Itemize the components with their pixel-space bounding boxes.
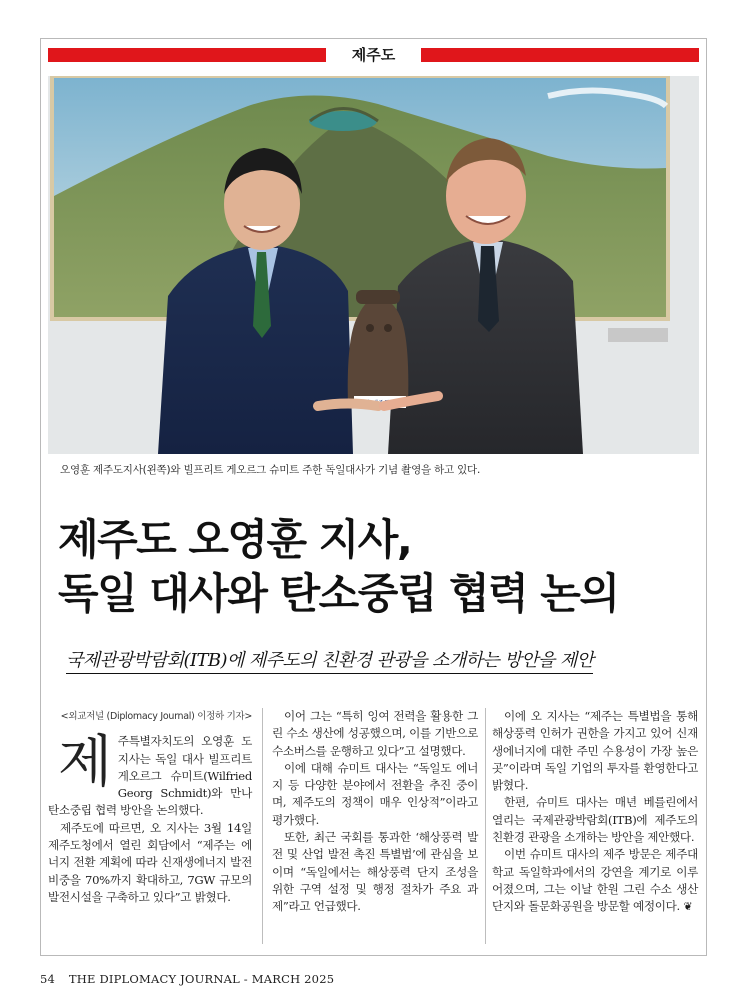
paragraph: 이에 대해 슈미트 대사는 “독일도 에너지 등 다양한 분야에서 전환을 추진 중이며, 제주도의 정책이 매우 인상적”이라고 평가했다. [272,760,478,827]
section-label: 제주도 [351,46,396,64]
paragraph: 한편, 슈미트 대사는 매년 베를린에서 열리는 국제관광박람회(ITB)에 제주도의 친환경 관광을 소개하는 방안을 제안했다. [492,795,698,845]
paragraph: 주특별자치도의 오영훈 도지사는 독일 대사 빌프리트 게오르그 슈미트(Wilfried Georg Schmidt)와 만나 탄소중립 협력 방안을 논의했다. [48,734,252,818]
journal-title: THE DIPLOMACY JOURNAL - MARCH 2025 [68,972,335,986]
column-divider [262,708,263,944]
statue-plaque-text: 그날보다 제주특별자치도 [347,400,413,407]
headline-line-1: 제주도 오영훈 지사, [58,515,412,564]
article-photo [48,76,699,454]
paragraph: 제주도에 따르면, 오 지사는 3월 14일 제주도청에서 열린 회담에서 “제주는 에너지 전환 계획에 따라 신재생에너지 발전 비중을 70%까지 확대하고, 7GW 규모의 발전시설을 구축하고 있다”고 밝혔다. [48,820,252,904]
paragraph: 이에 오 지사는 “제주는 특별법을 통해 해상풍력 인허가 권한을 가지고 있어 신재생에너지에 대한 주민 수용성이 가장 높은 곳”이라며 독일 기업의 투자를 환영한다고 밝혔다. [492,709,698,793]
headline [58,513,698,621]
article-column-2 [272,708,478,916]
section-header [48,44,699,66]
section-bar-right [421,48,699,62]
byline: <외교저널 (Diplomacy Journal) 이정하 기자> [60,711,252,722]
column-divider [485,708,486,944]
paragraph [492,846,698,915]
paragraph: 이어 그는 “특히 잉여 전력을 활용한 그린 수소 생산에 성공했으며, 이를 기반으로 수소버스를 운행하고 있다”고 설명했다. [272,709,478,758]
photo-caption: 오영훈 제주도지사(왼쪽)와 빌프리트 게오르그 슈미트 주한 독일대사가 기념 촬영을 하고 있다. [60,464,481,476]
paragraph: 또한, 최근 국회를 통과한 ‘해상풍력 발전 및 산업 발전 촉진 특별법’에 관심을 보이며 “독일에서는 해상풍력 단지 조성을 위한 구역 설정 및 행정 절차가 주요 과제”라고 언급했다. [272,830,478,914]
article-column-1 [48,708,252,906]
article-column-3 [492,708,698,916]
paragraph-text: 이번 슈미트 대사의 제주 방문은 제주대학교 독일학과에서의 강연을 계기로 이루어졌으며, 그는 이날 한원 그린 수소 생산단지와 돌문화공원을 방문할 예정이다. [492,847,698,914]
subheadline: 국제관광박람회(ITB)에 제주도의 친환경 관광을 소개하는 방안을 제안 [66,646,593,674]
section-bar-left [48,48,326,62]
headline-line-2: 독일 대사와 탄소중립 협력 논의 [58,569,619,618]
page-footer [40,972,334,986]
page-number: 54 [40,972,56,986]
end-mark-icon: ❦ [683,900,693,914]
dropcap: 제 [58,730,112,796]
